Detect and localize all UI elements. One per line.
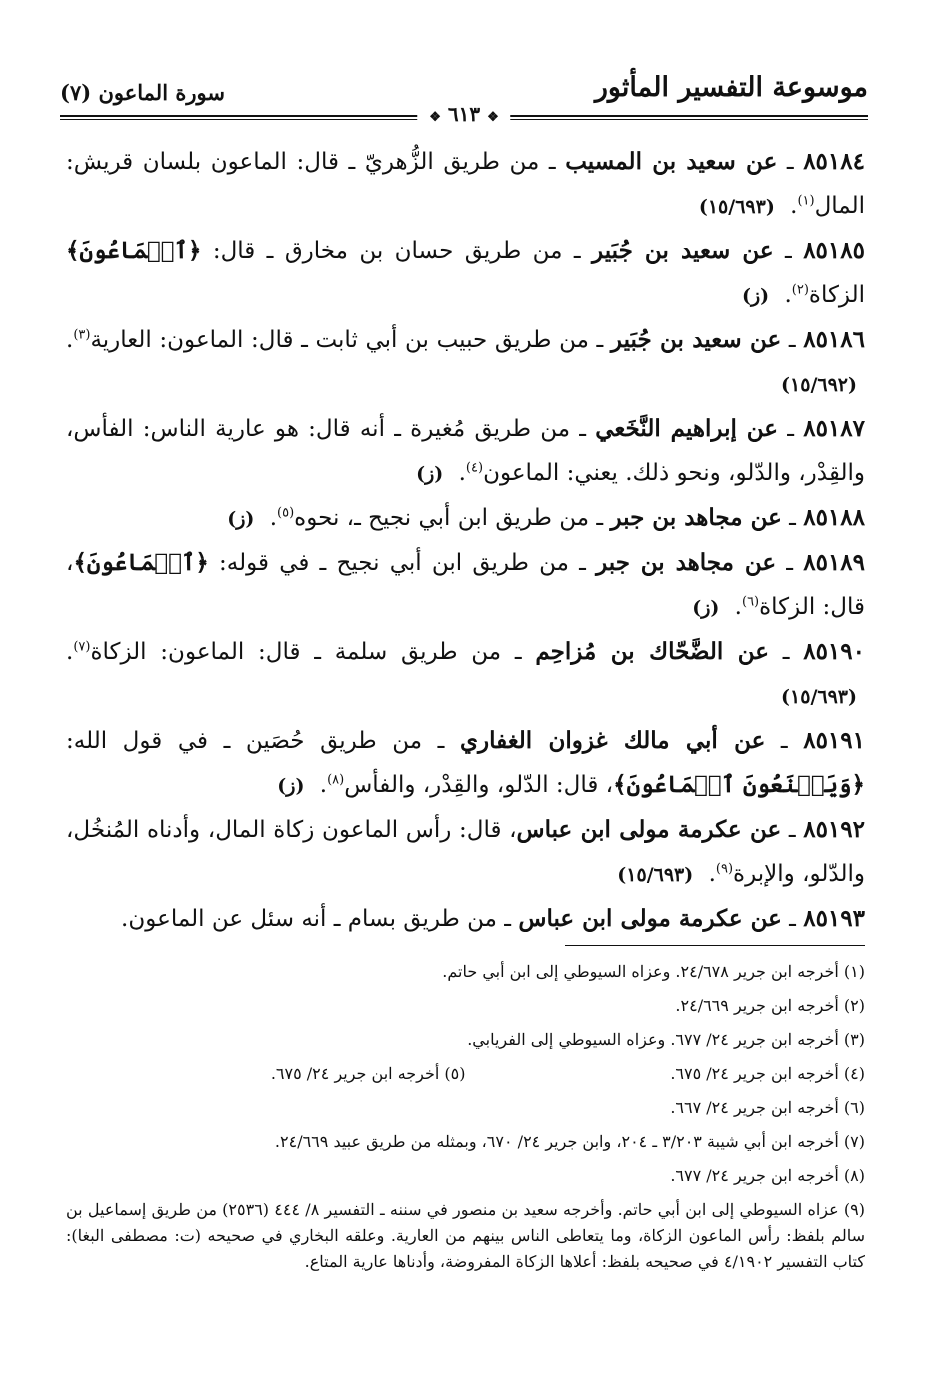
entry-tail: . [708,861,716,887]
entry: ٨٥١٩٣ ـ عن عكرمة مولى ابن عباس ـ من طريق بسام ـ أنه سئل عن الماعون. [121,905,865,932]
entry-reference: (١٥/٦٩٣) [698,196,775,218]
footnote-mark[interactable]: (٤) [465,460,484,476]
entry-text: ـ من طريق ابن أبي نجيح ـ في قوله: [208,550,597,576]
page-number-box [417,102,510,126]
entry-text: ـ من طريق حسان بن مخارق ـ قال: [201,238,593,264]
entry-reference: (١٥/٦٩٣) [617,864,694,886]
entry: ٨٥١٩١ ـ عن أبي مالك غزوان الغفاري ـ من طريق حُصَين ـ في قول الله: ﴿وَيَمۡنَعُونَ ٱلۡمَاعُونَ﴾، قال: الدّلو، والقِدْر، والفأس$^{(٨)}$. (ز) [66,727,865,798]
entry-number: ٨٥١٨٦ [803,326,865,353]
entry-narrator: عن إبراهيم النَّخَعي [595,415,779,442]
entry-reference: (ز) [692,597,720,619]
ornament-icon: ❖ [487,110,499,125]
entry-narrator: عن الضَّحّاك بن مُزاحِم [535,638,769,665]
entry: ٨٥١٩٠ ـ عن الضَّحّاك بن مُزاحِم ـ من طريق سلمة ـ قال: الماعون: الزكاة$^{(٧)}$. (١٥/٦٩٣) [66,638,865,708]
entry-number: ٨٥١٨٨ [803,504,865,531]
footnote: (٤) أخرجه ابن جرير ٢٤/ ٦٧٥. [670,1064,865,1083]
entry: ٨٥١٨٩ ـ عن مجاهد بن جبر ـ من طريق ابن أبي نجيح ـ في قوله: ﴿ٱلۡمَاعُونَ﴾، قال: الزكاة$^{(٦)}$. (ز) [66,549,866,620]
entry-tail: . [790,193,798,219]
entry-reference: (ز) [741,285,770,307]
quran-quote: ﴿وَيَمۡنَعُونَ ٱلۡمَاعُونَ﴾ [613,771,865,798]
entry-narrator: عن أبي مالك غزوان الغفاري [459,727,766,754]
entry-number: ٨٥١٨٥ [803,237,865,264]
footnote: (٨) أخرجه ابن جرير ٢٤/ ٦٧٧. [670,1166,865,1185]
quran-quote: ﴿ٱلۡمَاعُونَ﴾ [66,237,202,264]
entry-number: ٨٥١٨٤ [803,148,865,175]
footnotes [66,955,865,1275]
entry-reference: (١٥/٦٩٣) [781,686,857,708]
footnote-row [66,1057,865,1091]
entry-text-2: الزكاة [808,282,865,308]
entry-number: ٨٥١٩٠ [803,638,865,665]
entries [66,140,865,941]
footnote-separator [565,945,865,946]
entry-reference: (ز) [416,463,444,485]
footnote: (٣) أخرجه ابن جرير ٢٤/ ٦٧٧. وعزاه السيوطي إلى الفريابي. [467,1030,865,1049]
entry-narrator: عن مجاهد بن جبر [596,549,777,576]
book-title: موسوعة التفسير المأثور [594,72,868,103]
page-number: ٦١٣ [447,102,481,126]
entry-number: ٨٥١٩٣ [803,905,865,932]
entry-narrator: عن عكرمة مولى ابن عباس [518,905,782,932]
entry: ٨٥١٨٤ ـ عن سعيد بن المسيب ـ من طريق الزُّهريّ ـ قال: الماعون بلسان قريش: المال$^{(١)}$. (١٥/٦٩٣) [66,148,865,219]
entry-text: ـ من طريق بسام ـ أنه سئل عن الماعون. [121,906,519,932]
footnote-mark[interactable]: (٥) [277,505,295,521]
entry-number: ٨٥١٩١ [803,727,865,754]
footnote: (٩) عزاه السيوطي إلى ابن أبي حاتم. وأخرجه سعيد بن منصور في سننه ـ التفسير ٨/ ٤٤٤ (٢٥٣٦) من طريق إسماعيل بن سالم بلفظ: رأس الماعون الزكاة، وما يتعاطى الناس بينهم من العارية. وعلقه البخاري في صحيحه (ت: مصطفى البغا): كتاب التفسير ٤/١٩٠٢ في صحيحه بلفظ: أعلاها الزكاة المفروضة، وأدناها عارية المتاع. [66,1200,865,1271]
entry: ٨٥١٨٧ ـ عن إبراهيم النَّخَعي ـ من طريق مُغيرة ـ أنه قال: هو عارية الناس: الفأس، والقِدْر، والدّلو، ونحو ذلك. يعني: الماعون$^{(٤)}$. (ز) [66,415,865,486]
entry-text: ـ من طريق سلمة ـ قال: الماعون: الزكاة [90,639,536,665]
footnote-mark[interactable]: (٨) [327,772,345,788]
entry-number: ٨٥١٨٩ [803,549,866,576]
entry-tail: . [458,460,466,486]
entry-tail: . [319,772,328,798]
footnote: (٦) أخرجه ابن جرير ٢٤/ ٦٦٧. [670,1098,865,1117]
footnote: (٥) أخرجه ابن جرير ٢٤/ ٦٧٥. [270,1064,466,1083]
footnote-mark[interactable]: (٧) [73,639,91,655]
entry-text: ـ من طريق ابن أبي نجيح ـ، نحوه [294,505,611,531]
entry-reference: (ز) [227,508,255,530]
quran-quote: ﴿ٱلۡمَاعُونَ﴾ [73,549,209,576]
footnote: (٢) أخرجه ابن جرير ٢٤/٦٦٩. [675,996,865,1015]
entry: ٨٥١٨٥ ـ عن سعيد بن جُبَير ـ من طريق حسان بن مخارق ـ قال: ﴿ٱلۡمَاعُونَ﴾ الزكاة$^{(٢)}$. (ز) [66,237,865,308]
footnote-mark[interactable]: (٦) [741,594,760,610]
entry-narrator: عن سعيد بن جُبَير [610,326,782,353]
footnote-mark[interactable]: (٩) [715,861,734,877]
entry-text: ـ من طريق حبيب بن أبي ثابت ـ قال: الماعون: العارية [90,327,611,353]
entry-text: ـ من طريق الزُّهريّ ـ قال: الماعون بلسان قريش: المال [66,149,865,219]
entry-narrator: عن عكرمة مولى ابن عباس [516,816,782,843]
entry-text-2: ، قال: الدّلو، والقِدْر، والفأس [344,772,614,798]
entry-narrator: عن سعيد بن المسيب [565,148,778,175]
footnote-mark[interactable]: (٢) [791,282,809,298]
entry-tail: . [784,282,792,308]
entry-text: ، قال: رأس الماعون زكاة المال، وأدناه المُنخُل، والدّلو، والإبرة [66,817,865,887]
footnote-mark[interactable]: (٣) [73,327,91,343]
entry-reference: (ز) [277,775,305,797]
entry-text: ـ من طريق مُغيرة ـ أنه قال: هو عارية الناس: الفأس، والقِدْر، والدّلو، ونحو ذلك. يعني: الماعون [66,416,865,486]
entry-text: ـ من طريق حُصَين ـ في قول الله: [66,728,460,754]
entry: ٨٥١٨٦ ـ عن سعيد بن جُبَير ـ من طريق حبيب بن أبي ثابت ـ قال: الماعون: العارية$^{(٣)}$. (١٥/٦٩٢) [66,326,865,396]
entry-tail: . [734,594,742,620]
entry-number: ٨٥١٨٧ [803,415,865,442]
entry-tail: . [269,505,278,531]
entry-text-2: ، قال: الزكاة [66,550,865,620]
entry: ٨٥١٩٢ ـ عن عكرمة مولى ابن عباس، قال: رأس الماعون زكاة المال، وأدناه المُنخُل، والدّلو، والإبرة$^{(٩)}$. (١٥/٦٩٣) [66,816,865,887]
entry-tail: . [66,639,74,665]
entry-reference: (١٥/٦٩٢) [781,374,857,396]
page-header [60,62,868,126]
entry-narrator: عن مجاهد بن جبر [610,504,782,531]
entry-narrator: عن سعيد بن جُبَير [592,237,774,264]
entry-tail: . [66,327,74,353]
entry: ٨٥١٨٨ ـ عن مجاهد بن جبر ـ من طريق ابن أبي نجيح ـ، نحوه$^{(٥)}$. (ز) [227,504,865,531]
footnote: (٧) أخرجه ابن أبي شيبة ٣/٢٠٣ ـ ٢٠٤، وابن جرير ٢٤/ ٦٧٠، وبمثله من طريق عبيد ٢٤/٦٦٩. [274,1132,865,1151]
entry-number: ٨٥١٩٢ [803,816,865,843]
footnote: (١) أخرجه ابن جرير ٢٤/٦٧٨. وعزاه السيوطي إلى ابن أبي حاتم. [442,962,865,981]
surah-title: سورة الماعون (٧) [60,80,225,105]
ornament-icon: ❖ [429,110,441,125]
footnote-mark[interactable]: (١) [797,193,815,209]
